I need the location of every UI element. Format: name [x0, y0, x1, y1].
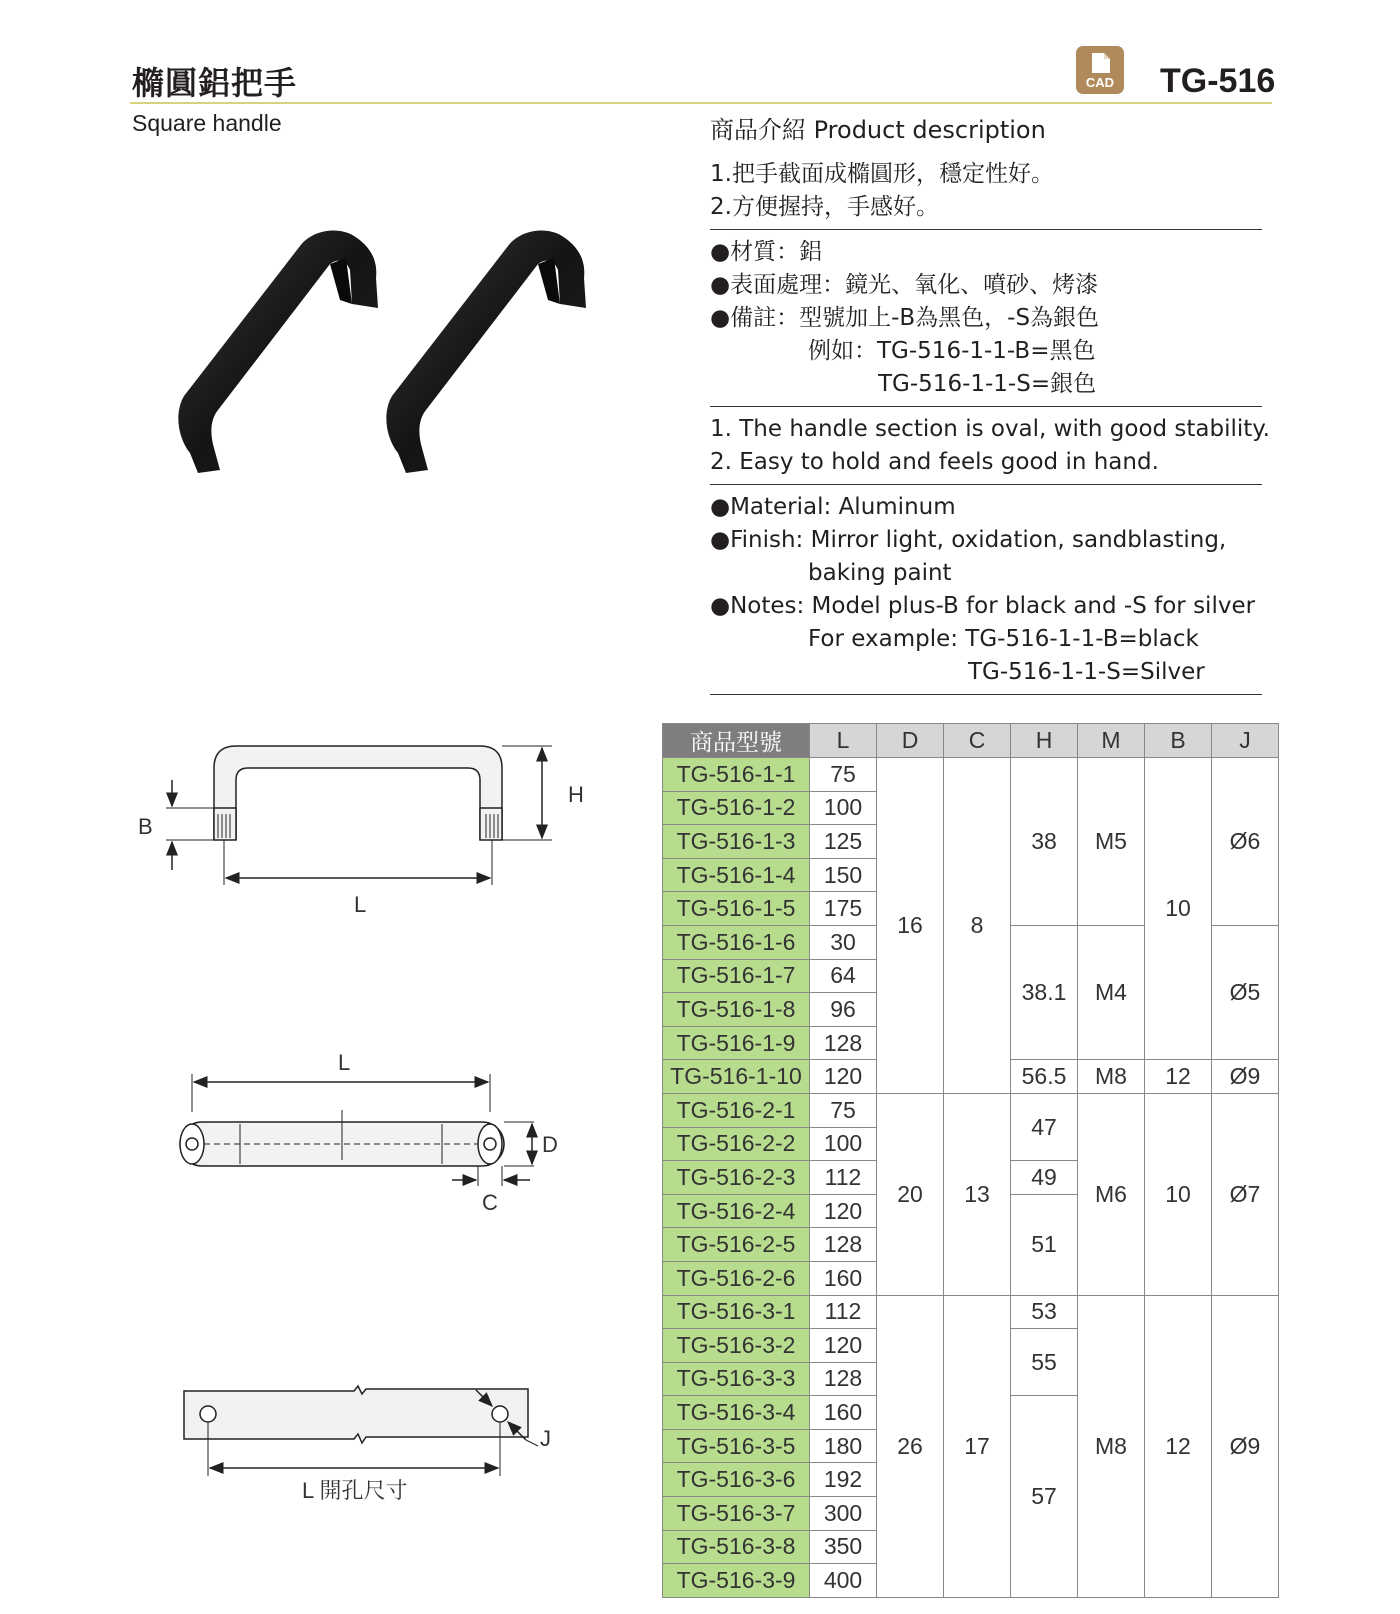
cell-c: 8: [944, 758, 1011, 1094]
cell-m: M8: [1078, 1060, 1145, 1094]
cell-model: TG-516-3-5: [663, 1429, 810, 1463]
cell-m: M6: [1078, 1093, 1145, 1295]
cell-model: TG-516-3-7: [663, 1497, 810, 1531]
hole-pattern-view: [184, 1386, 538, 1476]
cell-model: TG-516-2-1: [663, 1093, 810, 1127]
cell-b: 10: [1145, 758, 1212, 1060]
cell-l: 192: [810, 1463, 877, 1497]
technical-drawing: [130, 740, 610, 1560]
cell-l: 30: [810, 925, 877, 959]
cell-model: TG-516-1-6: [663, 925, 810, 959]
cell-l: 160: [810, 1396, 877, 1430]
cell-l: 100: [810, 791, 877, 825]
header-b: B: [1145, 724, 1212, 758]
cell-j: Ø5: [1212, 925, 1279, 1059]
cell-model: TG-516-1-5: [663, 892, 810, 926]
cell-l: 120: [810, 1060, 877, 1094]
header-m: M: [1078, 724, 1145, 758]
dim-label-h: H: [568, 782, 584, 807]
cell-m: M5: [1078, 758, 1145, 926]
cell-l: 160: [810, 1261, 877, 1295]
en-point-2: 2. Easy to hold and feels good in hand.: [710, 449, 1159, 475]
cell-l: 125: [810, 825, 877, 859]
description-heading: 商品介紹 Product description: [710, 116, 1046, 144]
divider: [710, 694, 1262, 695]
table-header-row: [663, 724, 1279, 758]
cell-l: 120: [810, 1194, 877, 1228]
cn-example-2: TG-516-1-1-S=銀色: [878, 371, 1097, 397]
dim-label-l-top: L: [338, 1050, 351, 1075]
cell-l: 150: [810, 858, 877, 892]
en-finish-cont: baking paint: [808, 560, 952, 586]
dim-label-b: B: [138, 814, 153, 839]
cell-j: Ø9: [1212, 1295, 1279, 1597]
en-example-1: For example: TG-516-1-1-B=black: [808, 626, 1199, 652]
cell-d: 20: [877, 1093, 944, 1295]
cell-model: TG-516-1-10: [663, 1060, 810, 1094]
cell-model: TG-516-3-4: [663, 1396, 810, 1430]
cell-l: 180: [810, 1429, 877, 1463]
cell-model: TG-516-1-8: [663, 993, 810, 1027]
cell-model: TG-516-1-7: [663, 959, 810, 993]
dim-label-d: D: [542, 1132, 558, 1157]
cell-h: 47: [1011, 1093, 1078, 1160]
dim-label-c: C: [482, 1190, 498, 1215]
cell-l: 120: [810, 1329, 877, 1363]
cell-l: 300: [810, 1497, 877, 1531]
cell-model: TG-516-2-4: [663, 1194, 810, 1228]
page-title: 橢圓鋁把手: [132, 64, 298, 102]
cell-model: TG-516-3-3: [663, 1362, 810, 1396]
cell-model: TG-516-1-2: [663, 791, 810, 825]
handle-image-1: [178, 231, 378, 473]
cell-l: 112: [810, 1295, 877, 1329]
cn-example-1: 例如：TG-516-1-1-B=黑色: [808, 338, 1096, 364]
cell-c: 13: [944, 1093, 1011, 1295]
cell-model: TG-516-2-6: [663, 1261, 810, 1295]
cn-notes: ●備註：型號加上-B為黑色，-S為銀色: [710, 305, 1100, 331]
divider: [710, 484, 1262, 485]
cell-l: 128: [810, 1228, 877, 1262]
cn-point-2: 2.方便握持，手感好。: [710, 194, 939, 220]
table-row: [663, 758, 1279, 792]
cn-finish: ●表面處理：鏡光、氧化、噴砂、烤漆: [710, 272, 1099, 298]
cell-l: 128: [810, 1026, 877, 1060]
cell-l: 64: [810, 959, 877, 993]
cell-model: TG-516-2-2: [663, 1127, 810, 1161]
cell-l: 75: [810, 1093, 877, 1127]
cell-l: 175: [810, 892, 877, 926]
cell-model: TG-516-1-1: [663, 758, 810, 792]
cell-model: TG-516-1-9: [663, 1026, 810, 1060]
cell-model: TG-516-1-4: [663, 858, 810, 892]
cell-j: Ø7: [1212, 1093, 1279, 1295]
en-example-2: TG-516-1-1-S=Silver: [968, 659, 1205, 685]
page-subtitle: Square handle: [132, 110, 282, 136]
dim-label-l: L: [354, 892, 367, 917]
cell-d: 26: [877, 1295, 944, 1597]
cell-model: TG-516-3-9: [663, 1564, 810, 1598]
cell-d: 16: [877, 758, 944, 1094]
divider: [710, 229, 1262, 230]
product-photo: [170, 228, 630, 498]
header-j: J: [1212, 724, 1279, 758]
cn-material: ●材質：鋁: [710, 239, 823, 265]
cell-l: 100: [810, 1127, 877, 1161]
title-divider: [130, 102, 1272, 104]
cell-l: 400: [810, 1564, 877, 1598]
en-material: ●Material: Aluminum: [710, 494, 956, 520]
cell-b: 12: [1145, 1295, 1212, 1597]
cell-h: 49: [1011, 1161, 1078, 1195]
header-d: D: [877, 724, 944, 758]
en-finish: ●Finish: Mirror light, oxidation, sandblasting,: [710, 527, 1227, 553]
table-row: [663, 1093, 1279, 1127]
handle-image-2: [386, 231, 586, 473]
product-description: [710, 110, 1270, 701]
cad-label: CAD: [1085, 75, 1115, 90]
dim-label-j: J: [540, 1426, 551, 1451]
cell-l: 96: [810, 993, 877, 1027]
cell-h: 55: [1011, 1329, 1078, 1396]
cell-j: Ø9: [1212, 1060, 1279, 1094]
spec-table: [662, 723, 1279, 1598]
cell-model: TG-516-3-1: [663, 1295, 810, 1329]
cell-l: 112: [810, 1161, 877, 1195]
cell-h: 56.5: [1011, 1060, 1078, 1094]
front-view: [166, 746, 552, 885]
header-c: C: [944, 724, 1011, 758]
cell-model: TG-516-3-2: [663, 1329, 810, 1363]
cell-h: 38: [1011, 758, 1078, 926]
cell-l: 75: [810, 758, 877, 792]
header-l: L: [810, 724, 877, 758]
top-view: [180, 1074, 534, 1186]
cell-c: 17: [944, 1295, 1011, 1597]
cell-h: 53: [1011, 1295, 1078, 1329]
cell-b: 12: [1145, 1060, 1212, 1094]
cell-model: TG-516-3-8: [663, 1530, 810, 1564]
cell-m: M8: [1078, 1295, 1145, 1597]
cell-l: 128: [810, 1362, 877, 1396]
divider: [710, 406, 1262, 407]
cell-model: TG-516-3-6: [663, 1463, 810, 1497]
cn-point-1: 1.把手截面成橢圓形，穩定性好。: [710, 161, 1054, 187]
cell-h: 51: [1011, 1194, 1078, 1295]
cell-h: 57: [1011, 1396, 1078, 1598]
cell-l: 350: [810, 1530, 877, 1564]
model-code: TG-516: [1160, 62, 1276, 100]
cell-model: TG-516-1-3: [663, 825, 810, 859]
dim-label-hole-spacing: L 開孔尺寸: [302, 1478, 408, 1503]
cell-m: M4: [1078, 925, 1145, 1059]
table-row: [663, 1295, 1279, 1329]
cad-file-icon[interactable]: [1076, 46, 1124, 94]
en-point-1: 1. The handle section is oval, with good stability.: [710, 416, 1270, 442]
cell-b: 10: [1145, 1093, 1212, 1295]
header-model: 商品型號: [663, 724, 810, 758]
cell-h: 38.1: [1011, 925, 1078, 1059]
cell-j: Ø6: [1212, 758, 1279, 926]
cell-model: TG-516-2-5: [663, 1228, 810, 1262]
en-notes: ●Notes: Model plus-B for black and -S for silver: [710, 593, 1256, 619]
cell-model: TG-516-2-3: [663, 1161, 810, 1195]
header-h: H: [1011, 724, 1078, 758]
